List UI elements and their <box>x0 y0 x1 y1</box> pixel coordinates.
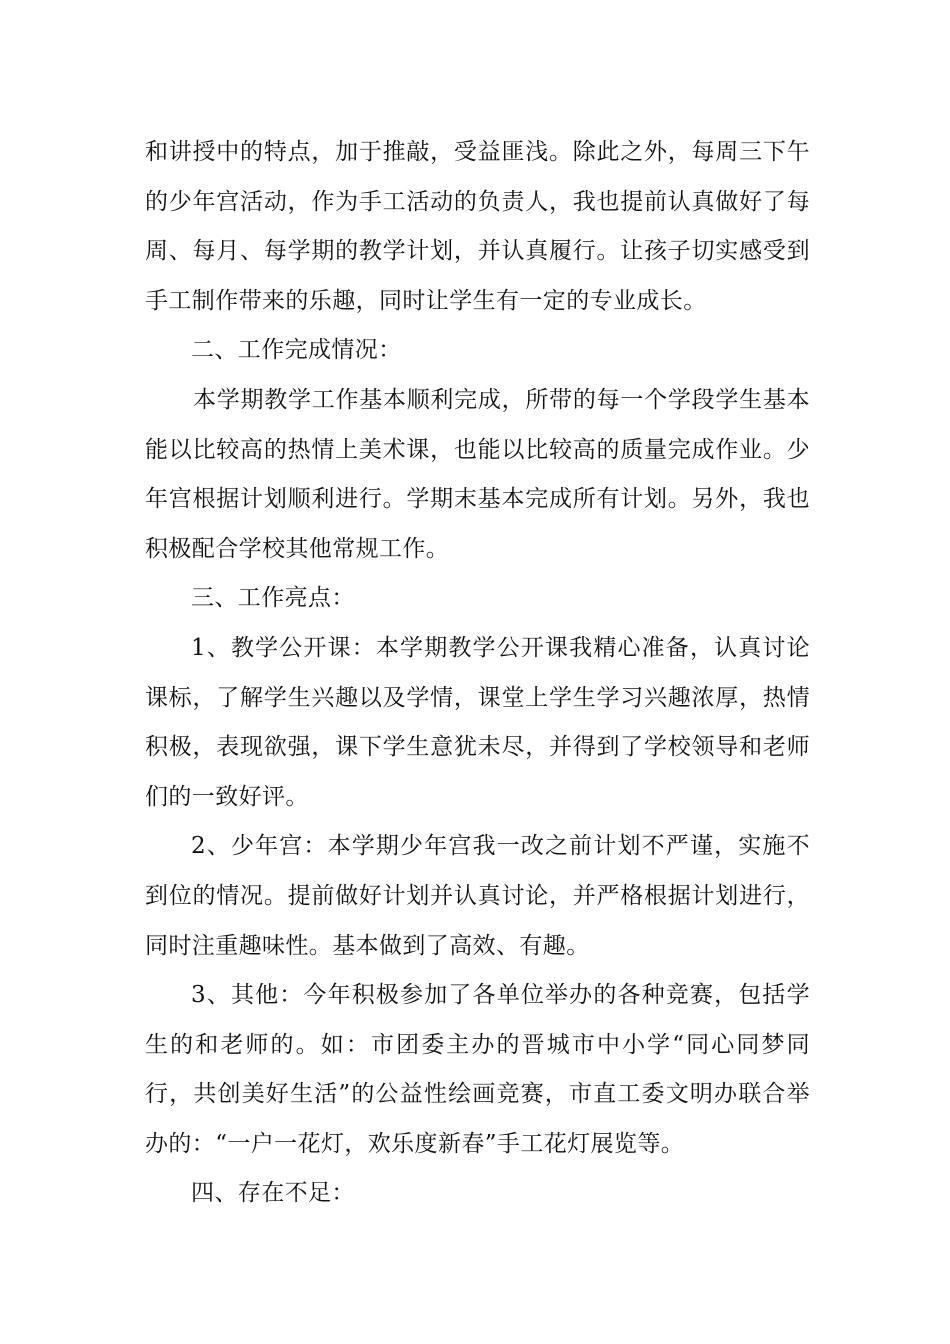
heading-shortcomings: 四、存在不足： <box>191 1180 355 1207</box>
heading-work-completion: 二、工作完成情况： <box>191 337 402 364</box>
paragraph-highlight-other: 3、其他：今年积极参加了各单位举办的各种竞赛，包括学生的和老师的。如：市团委主办的晋城市中小学“同心同梦同行，共创美好生活”的公益性绘画竞赛，市直工委文明办联合举办的：“一户一花灯，欢乐度新春”手工花灯展览等。 <box>145 982 810 1157</box>
paragraph-highlight-open-class: 1、教学公开课：本学期教学公开课我精心准备，认真讨论课标，了解学生兴趣以及学情，课堂上学生学习兴趣浓厚，热情积极，表现欲强，课下学生意犹未尽，并得到了学校领导和老师们的一致好评。 <box>145 634 810 810</box>
heading-work-highlights: 三、工作亮点： <box>191 585 355 612</box>
document-body <box>145 128 810 1219</box>
paragraph-highlight-youth-palace: 2、少年宫：本学期少年宫我一改之前计划不严谨，实施不到位的情况。提前做好计划并认真讨论，并严格根据计划进行，同时注重趣味性。基本做到了高效、有趣。 <box>145 833 810 959</box>
paragraph-intro-continued: 和讲授中的特点，加于推敲，受益匪浅。除此之外，每周三下午的少年宫活动，作为手工活动的负责人，我也提前认真做好了每周、每月、每学期的教学计划，并认真履行。让孩子切实感受到手工制作带来的乐趣，同时让学生有一定的专业成长。 <box>145 139 810 314</box>
paragraph-work-completion: 本学期教学工作基本顺利完成，所带的每一个学段学生基本能以比较高的热情上美术课，也能以比较高的质量完成作业。少年宫根据计划顺利进行。学期末基本完成所有计划。另外，我也积极配合学校其他常规工作。 <box>145 386 810 562</box>
